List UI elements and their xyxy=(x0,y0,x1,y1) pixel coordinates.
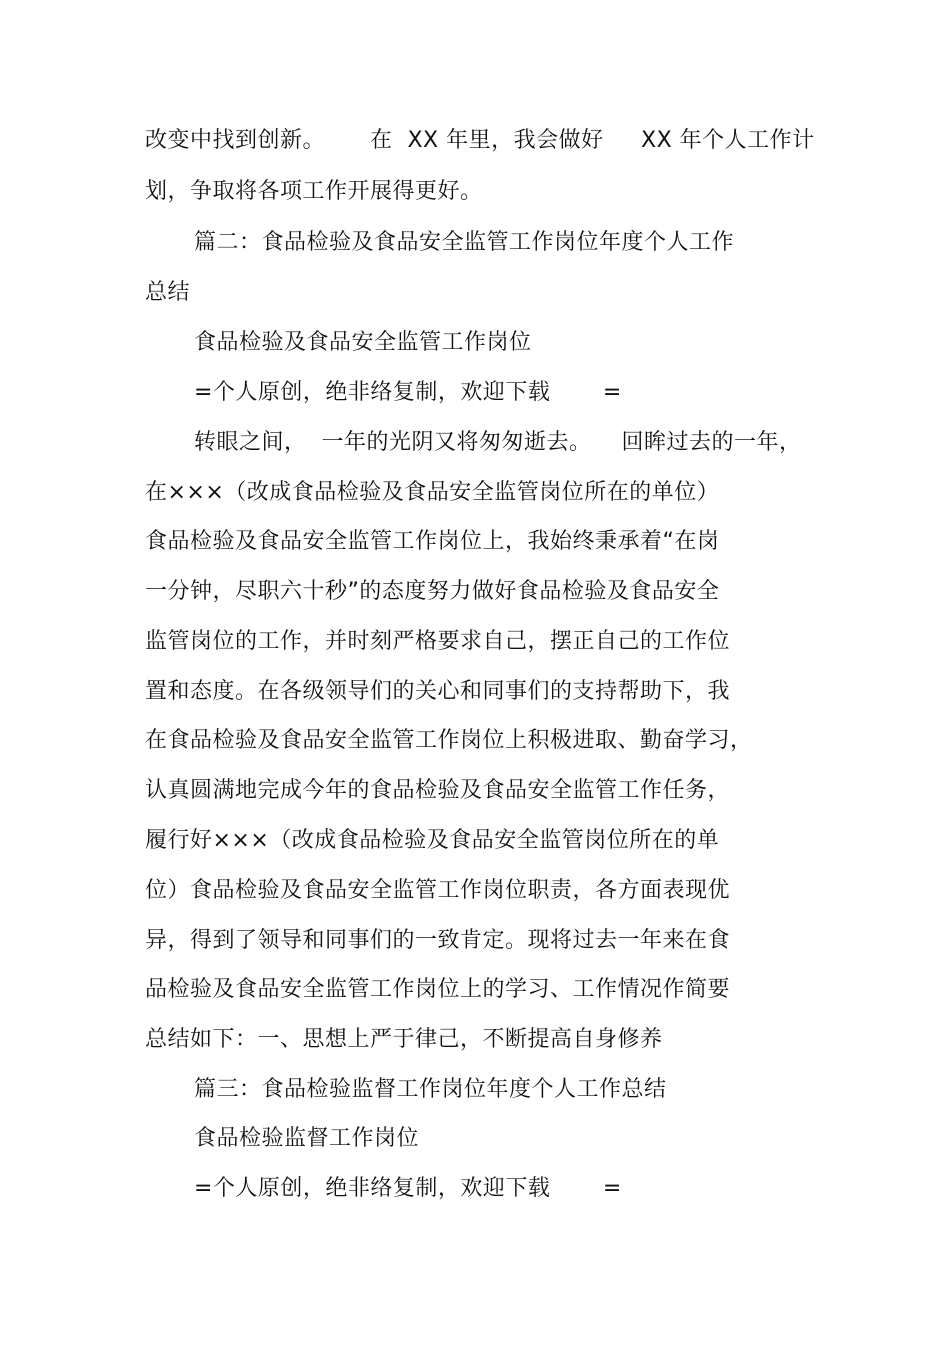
text-line: 履行好×××（改成食品检验及食品安全监管岗位所在的单 xyxy=(145,828,720,853)
text-line: 位）食品检验及食品安全监管工作岗位职责，各方面表现优 xyxy=(145,878,731,903)
text-line: 在食品检验及食品安全监管工作岗位上积极进取、勤奋学习， xyxy=(145,728,753,753)
text-line: 总结如下：一、思想上严于律己，不断提高自身修养 xyxy=(145,1027,663,1052)
text-line: 在×××（改成食品检验及食品安全监管岗位所在的单位） xyxy=(145,480,720,505)
text-line: 品检验及食品安全监管工作岗位上的学习、工作情况作简要 xyxy=(145,977,731,1002)
text-line: 监管岗位的工作，并时刻严格要求自己，摆正自己的工作位 xyxy=(145,629,731,654)
position-title: 食品检验及食品安全监管工作岗位 xyxy=(194,330,532,355)
section-heading-3: 篇三：食品检验监督工作岗位年度个人工作总结 xyxy=(194,1077,667,1102)
position-title: 食品检验监督工作岗位 xyxy=(194,1126,420,1151)
text-line: 异，得到了领导和同事们的一致肯定。现将过去一年来在食 xyxy=(145,928,731,953)
text-line: 一分钟，尽职六十秒”的态度努力做好食品检验及食品安全 xyxy=(145,579,720,604)
original-notice: =个人原创，绝非络复制，欢迎下载 = xyxy=(194,1176,622,1201)
text-line: 食品检验及食品安全监管工作岗位上，我始终秉承着“在岗 xyxy=(145,529,720,554)
section-heading-2: 篇二：食品检验及食品安全监管工作岗位年度个人工作 xyxy=(194,230,735,255)
section-heading-2-cont: 总结 xyxy=(145,280,191,305)
text-line: 改变中找到创新。 在 XX 年里，我会做好 XX 年个人工作计 xyxy=(145,128,815,153)
text-line: 划，争取将各项工作开展得更好。 xyxy=(145,179,483,204)
text-line: 认真圆满地完成今年的食品检验及食品安全监管工作任务， xyxy=(145,778,731,803)
text-line: 转眼之间， 一年的光阴又将匆匆逝去。 回眸过去的一年， xyxy=(194,430,802,455)
text-line: 置和态度。在各级领导们的关心和同事们的支持帮助下，我 xyxy=(145,679,731,704)
original-notice: =个人原创，绝非络复制，欢迎下载 = xyxy=(194,380,622,405)
